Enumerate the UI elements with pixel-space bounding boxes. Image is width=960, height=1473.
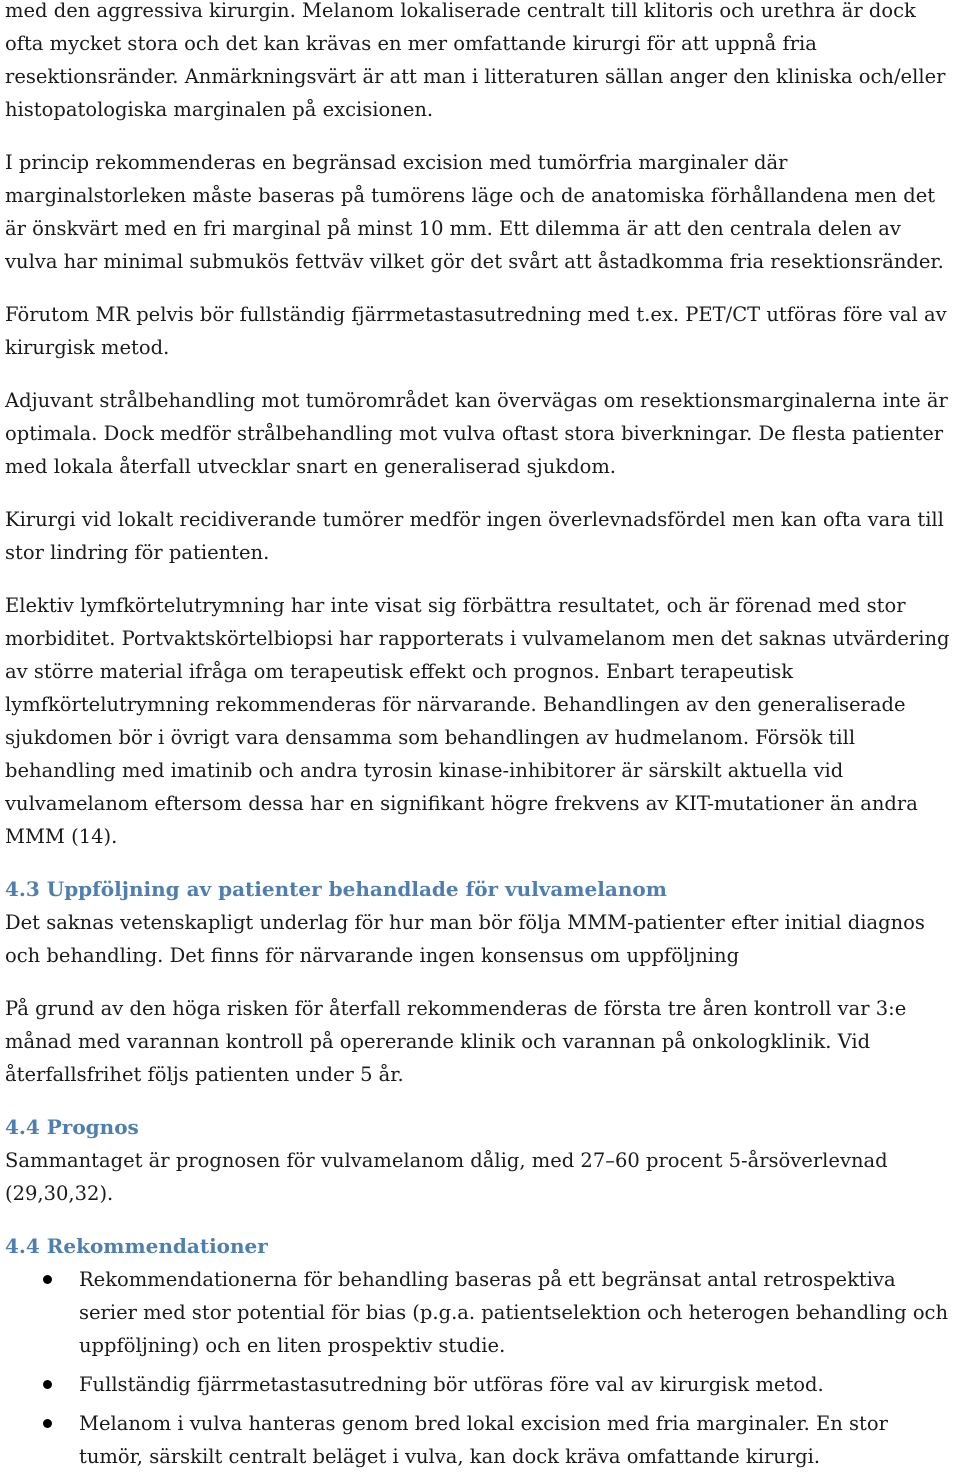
bullet-icon <box>43 1275 52 1284</box>
bullet-icon <box>43 1380 52 1389</box>
bullet-icon <box>43 1419 52 1428</box>
section-heading-prognosis: 4.4 Prognos <box>5 1115 139 1139</box>
list-item <box>5 1368 955 1401</box>
paragraph-excision-margins: I princip rekommenderas en begränsad excision med tumörfria marginaler där marginalstorleken måste baseras på tumörens läge och de anatomiska förhållandena men det är önskvärt med en fri marginal på minst 10 mm. Ett dilemma är att den centrala delen av vulva har minimal submukös fettväv vilket gör det svårt att åstadkomma fria resektionsränder. <box>5 151 944 273</box>
list-item-text: Melanom i vulva hanteras genom bred lokal excision med fria marginaler. En stor tumör, särskilt centralt beläget i vulva, kan dock kräva omfattande kirurgi. <box>79 1412 888 1468</box>
paragraph-lymph-node: Elektiv lymfkörtelutrymning har inte visat sig förbättra resultatet, och är förenad med stor morbiditet. Portvaktskörtelbiopsi har rapporterats i vulvamelanom men det saknas utvärdering av större material ifråga om terapeutisk effekt och prognos. Enbart terapeutisk lymfkörtelutrymning rekommenderas för närvarande. Behandlingen av den generaliserade sjukdomen bör i övrigt vara densamma som behandlingen av hudmelanom. Försök till behandling med imatinib och andra tyrosin kinase-inhibitorer är särskilt aktuella vid vulvamelanom eftersom dessa har en signifikant högre frekvens av KIT-mutationer än andra MMM (14). <box>5 594 950 848</box>
section-heading-recommendations: 4.4 Rekommendationer <box>5 1234 268 1258</box>
document-page <box>5 0 955 1473</box>
paragraph-followup-evidence: Det saknas vetenskapligt underlag för hur man bör följa MMM-patienter efter initial diagnos och behandling. Det finns för närvarande ingen konsensus om uppföljning <box>5 911 925 967</box>
paragraph-mr-pelvis: Förutom MR pelvis bör fullständig fjärrmetastasutredning med t.ex. PET/CT utföras före val av kirurgisk metod. <box>5 303 947 359</box>
list-item-text: Rekommendationerna för behandling baseras på ett begränsat antal retrospektiva serier med stor potential för bias (p.g.a. patientselektion och heterogen behandling och uppföljning) och en liten prospektiv studie. <box>79 1268 949 1357</box>
paragraph-prognosis: Sammantaget är prognosen för vulvamelanom dålig, med 27–60 procent 5-årsöverlevnad (29,30,32). <box>5 1149 888 1205</box>
paragraph-surgery-aggressiveness: med den aggressiva kirurgin. Melanom lokaliserade centralt till klitoris och urethra är dock ofta mycket stora och det kan krävas en mer omfattande kirurgi för att uppnå fria resektionsränder. Anmärkningsvärt är att man i litteraturen sällan anger den kliniska och/eller histopatologiska marginalen på excisionen. <box>5 0 946 121</box>
list-item <box>5 1407 955 1473</box>
list-item-text: Fullständig fjärrmetastasutredning bör utföras före val av kirurgisk metod. <box>79 1373 824 1396</box>
paragraph-recurrent-surgery: Kirurgi vid lokalt recidiverande tumörer medför ingen överlevnadsfördel men kan ofta vara till stor lindring för patienten. <box>5 508 944 564</box>
paragraph-followup-schedule: På grund av den höga risken för återfall rekommenderas de första tre åren kontroll var 3:e månad med varannan kontroll på opererande klinik och varannan på onkologklinik. Vid återfallsfrihet följs patienten under 5 år. <box>5 997 907 1086</box>
section-heading-followup: 4.3 Uppföljning av patienter behandlade för vulvamelanom <box>5 877 667 901</box>
recommendations-list <box>5 1263 955 1473</box>
paragraph-adjuvant-radiation: Adjuvant strålbehandling mot tumörområdet kan övervägas om resektionsmarginalerna inte är optimala. Dock medför strålbehandling mot vulva oftast stora biverkningar. De flesta patienter med lokala återfall utvecklar snart en generaliserad sjukdom. <box>5 389 948 478</box>
list-item <box>5 1263 955 1362</box>
